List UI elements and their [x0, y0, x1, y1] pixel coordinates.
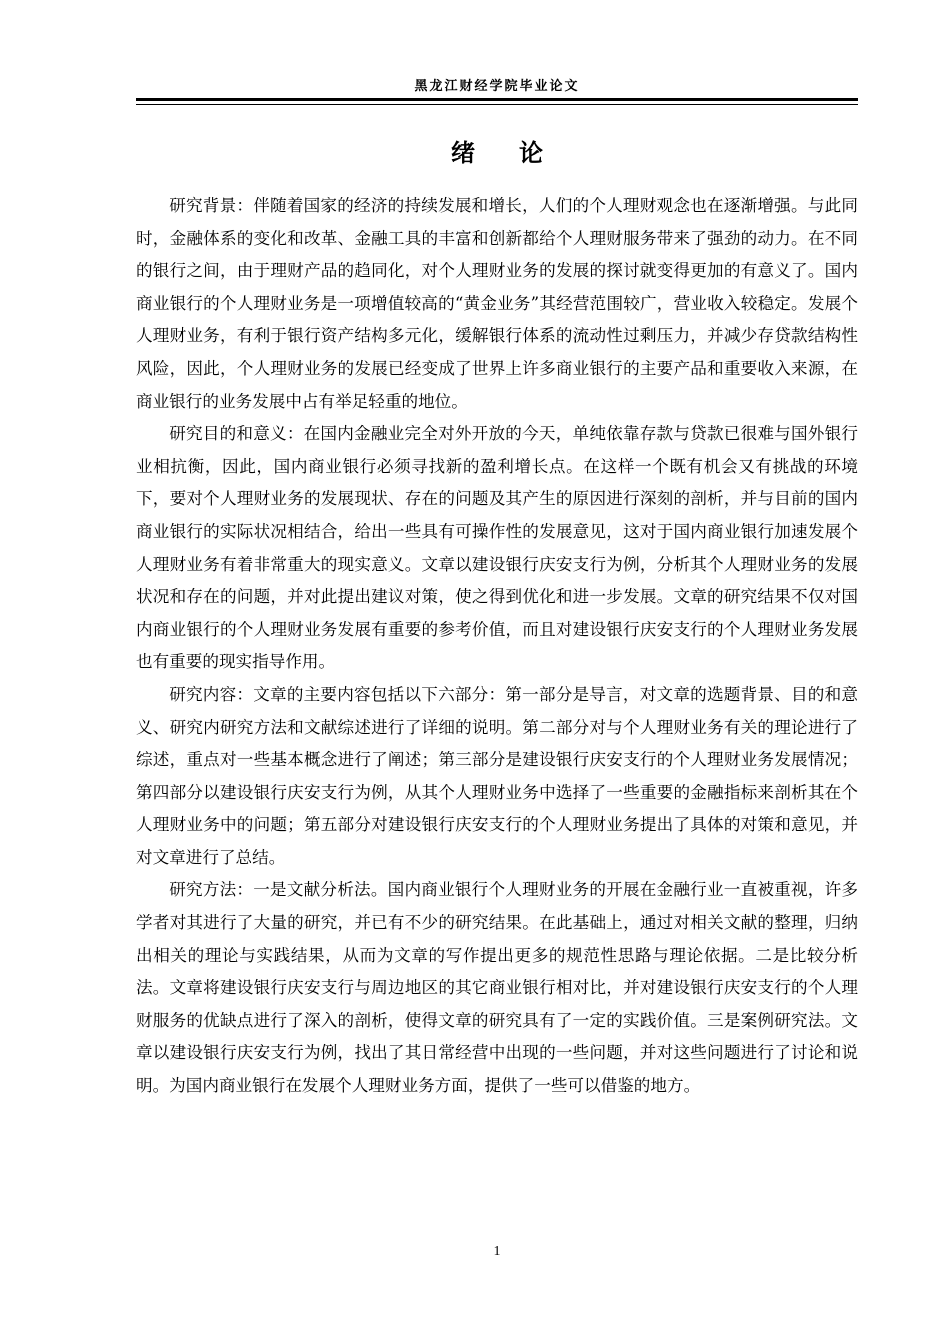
section-title: [136, 136, 858, 170]
paragraph-methods: 研究方法：一是文献分析法。国内商业银行个人理财业务的开展在金融行业一直被重视，许多学者对其进行了大量的研究，并已有不少的研究结果。在此基础上，通过对相关文献的整理，归纳出相关的理论与实践结果，从而为文章的写作提出更多的规范性思路与理论依据。二是比较分析法。文章将建设银行庆安支行与周边地区的其它商业银行相对比，并对建设银行庆安支行的个人理财服务的优缺点进行了深入的剖析，使得文章的研究具有了一定的实践价值。三是案例研究法。文章以建设银行庆安支行为例，找出了其日常经营中出现的一些问题，并对这些问题进行了讨论和说明。为国内商业银行在发展个人理财业务方面，提供了一些可以借鉴的地方。: [136, 880, 858, 1096]
body-text: [136, 190, 858, 1103]
header-rule-thin: [136, 104, 858, 105]
paragraph-purpose: 研究目的和意义：在国内金融业完全对外开放的今天，单纯依靠存款与贷款已很难与国外银行业相抗衡，因此，国内商业银行必须寻找新的盈利增长点。在这样一个既有机会又有挑战的环境下，要对个人理财业务的发展现状、存在的问题及其产生的原因进行深刻的剖析，并与目前的国内商业银行的实际状况相结合，给出一些具有可操作性的发展意见，这对于国内商业银行加速发展个人理财业务有着非常重大的现实意义。文章以建设银行庆安支行为例，分析其个人理财业务的发展状况和存在的问题，并对此提出建议对策，使之得到优化和进一步发展。文章的研究结果不仅对国内商业银行的个人理财业务发展有重要的参考价值，而且对建设银行庆安支行的个人理财业务发展也有重要的现实指导作用。: [136, 424, 858, 672]
title-char-2: 论: [519, 139, 543, 167]
paragraph-content: 研究内容：文章的主要内容包括以下六部分：第一部分是导言，对文章的选题背景、目的和意义、研究内研究方法和文献综述进行了详细的说明。第二部分对与个人理财业务有关的理论进行了综述，重点对一些基本概念进行了阐述；第三部分是建设银行庆安支行的个人理财业务发展情况；第四部分以建设银行庆安支行为例，从其个人理财业务中选择了一些重要的金融指标来剖析其在个人理财业务中的问题；第五部分对建设银行庆安支行的个人理财业务提出了具体的对策和意见，并对文章进行了总结。: [136, 684, 858, 867]
title-char-1: 绪: [451, 139, 475, 167]
running-header: 黑龙江财经学院毕业论文: [414, 79, 580, 94]
header-rule-thick: [136, 98, 858, 101]
page-number: 1: [493, 1244, 501, 1259]
paragraph-background: 研究背景：伴随着国家的经济的持续发展和增长，人们的个人理财观念也在逐渐增强。与此同时，金融体系的变化和改革、金融工具的丰富和创新都给个人理财服务带来了强劲的动力。在不同的银行之间，由于理财产品的趋同化，对个人理财业务的发展的探讨就变得更加的有意义了。国内商业银行的个人理财业务是一项增值较高的“黄金业务”其经营范围较广，营业收入较稳定。发展个人理财业务，有利于银行资产结构多元化，缓解银行体系的流动性过剩压力，并减少存贷款结构性风险，因此，个人理财业务的发展已经变成了世界上许多商业银行的主要产品和重要收入来源，在商业银行的业务发展中占有举足轻重的地位。: [136, 196, 858, 411]
